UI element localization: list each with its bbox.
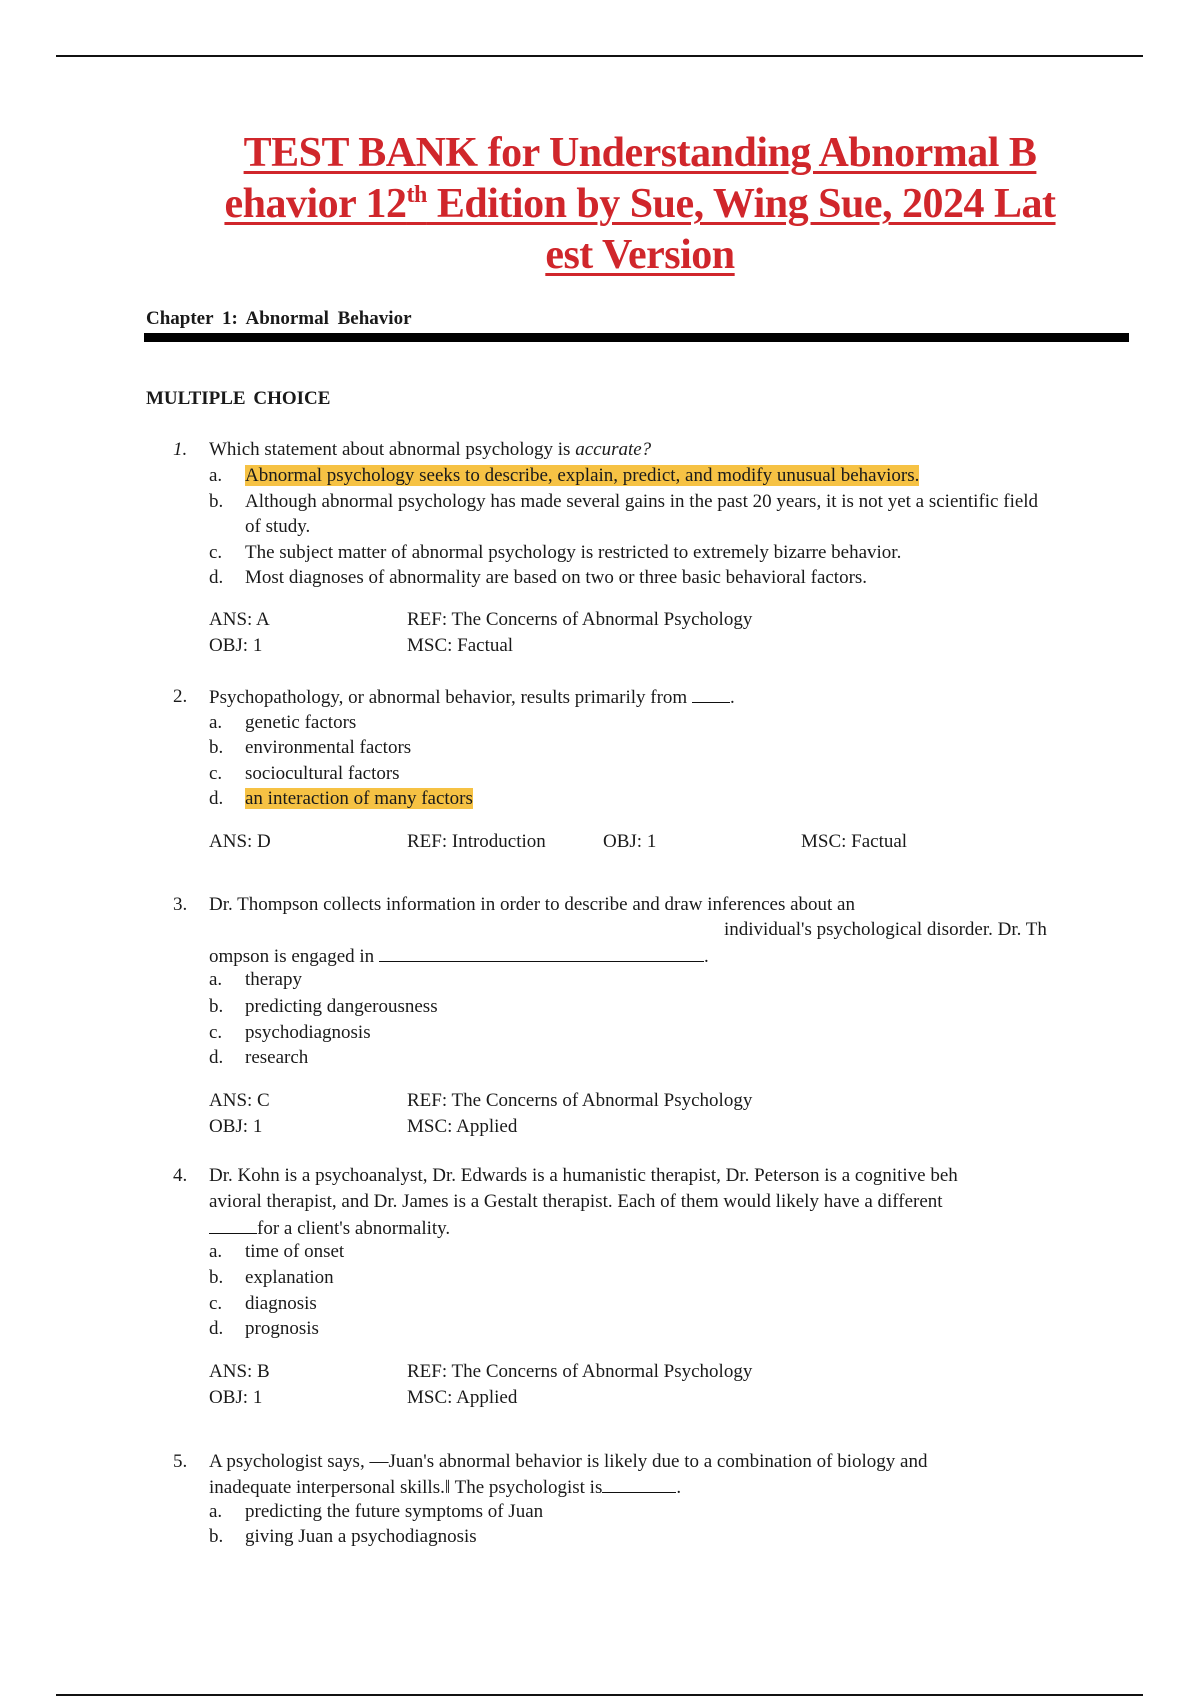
fill-blank: [602, 1474, 676, 1493]
question-number: 3.: [173, 894, 188, 915]
question-number: 5.: [173, 1451, 188, 1472]
question-stem: Psychopathology, or abnormal behavior, results primarily from .: [209, 684, 1089, 710]
objective: OBJ: 1: [209, 635, 263, 656]
objective: OBJ: 1: [603, 831, 657, 852]
misc: MSC: Factual: [407, 635, 514, 656]
question-stem-line-2: inadequate interpersonal skills.‖ The psychologist is .: [209, 1474, 681, 1500]
fill-blank: [692, 684, 730, 703]
answer: ANS: D: [209, 831, 271, 852]
answer: ANS: A: [209, 609, 270, 630]
reference: REF: Introduction: [407, 831, 546, 852]
question-stem: Which statement about abnormal psychology is accurate?: [209, 439, 652, 460]
answer: ANS: B: [209, 1361, 270, 1382]
misc: MSC: Applied: [407, 1116, 518, 1137]
objective: OBJ: 1: [209, 1116, 263, 1137]
reference: REF: The Concerns of Abnormal Psychology: [407, 1090, 753, 1111]
misc: MSC: Applied: [407, 1387, 518, 1408]
question-stem-line-1: Dr. Kohn is a psychoanalyst, Dr. Edwards is a humanistic therapist, Dr. Peterson is a cognitive beh: [209, 1165, 958, 1186]
document-title: [150, 128, 1130, 281]
chapter-divider: [144, 333, 1129, 342]
question-stem-line-1: Dr. Thompson collects information in order to describe and draw inferences about an: [209, 894, 855, 915]
question-stem-line-3: ompson is engaged in .: [209, 943, 709, 969]
question-number: 1.: [173, 439, 188, 460]
question-number: 4.: [173, 1165, 188, 1186]
question-number: 2.: [173, 686, 188, 707]
objective: OBJ: 1: [209, 1387, 263, 1408]
question-stem-line-3: for a client's abnormality.: [209, 1215, 450, 1241]
question-stem-line-2: avioral therapist, and Dr. James is a Gestalt therapist. Each of them would likely have a different: [209, 1191, 943, 1212]
question-stem-line-2: individual's psychological disorder. Dr. Th: [724, 919, 1047, 940]
reference: REF: The Concerns of Abnormal Psychology: [407, 1361, 753, 1382]
misc: MSC: Factual: [801, 831, 908, 852]
title-line-1: TEST BANK for Understanding Abnormal B: [243, 130, 1037, 176]
section-heading: MULTIPLE CHOICE: [146, 388, 331, 409]
fill-blank: [209, 1215, 257, 1234]
fill-blank: [379, 943, 704, 962]
title-line-2: ehavior 12th Edition by Sue, Wing Sue, 2024 Lat: [224, 181, 1056, 227]
correct-answer-highlight: an interaction of many factors: [245, 788, 473, 809]
chapter-heading: Chapter 1: Abnormal Behavior: [146, 308, 412, 329]
question-stem-line-1: A psychologist says, ―Juan's abnormal behavior is likely due to a combination of biology and: [209, 1451, 928, 1472]
title-line-3: est Version: [545, 232, 735, 278]
reference: REF: The Concerns of Abnormal Psychology: [407, 609, 753, 630]
answer: ANS: C: [209, 1090, 270, 1111]
bottom-rule: [56, 1694, 1143, 1696]
top-rule: [56, 55, 1143, 57]
correct-answer-highlight: Abnormal psychology seeks to describe, explain, predict, and modify unusual behaviors.: [245, 465, 920, 486]
